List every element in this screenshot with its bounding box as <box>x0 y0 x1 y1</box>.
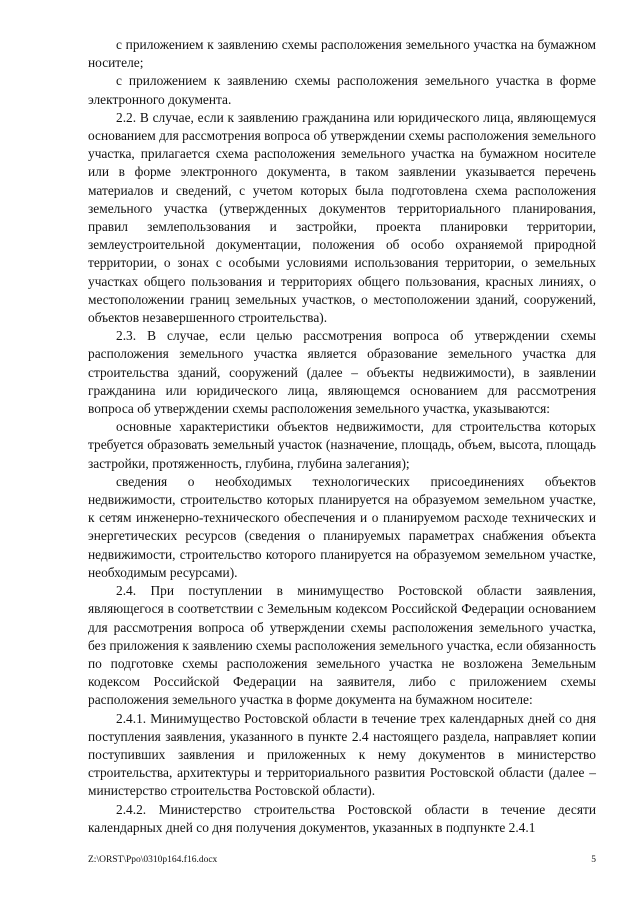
paragraph: 2.2. В случае, если к заявлению гражданина или юридического лица, являющемуся основанием для рассмотрения вопроса об утверждении схемы расположения земельного участка, прилагается схема расположения земельного участка на бумажном носителе или в форме электронного документа, в таком заявлении указывается перечень материалов и сведений, с учетом которых была подготовлена схема расположения земельного участка (утвержденных документов территориального планирования, правил землепользования и застройки, проекта планировки территории, землеустроительной документации, положения об особо охраняемой природной территории, о зонах с особыми условиями использования территории, о земельных участках общего пользования и территориях общего пользования, красных линиях, о местоположении границ земельных участков, о местоположении зданий, сооружений, объектов незавершенного строительства). <box>88 109 596 326</box>
paragraph: с приложением к заявлению схемы расположения земельного участка в форме электронного документа. <box>88 73 596 107</box>
paragraph: основные характеристики объектов недвижимости, для строительства которых требуется образовать земельный участок (назначение, площадь, объем, высота, площадь застройки, протяженность, глубина, глубина залегания); <box>88 419 596 471</box>
paragraph: 2.4.2. Министерство строительства Ростовской области в течение десяти календарных дней со дня получения документов, указанных в подпункте 2.4.1 <box>88 801 596 835</box>
paragraph: сведения о необходимых технологических присоединениях объектов недвижимости, строительство которых планируется на образуемом земельном участке, к сетям инженерно-технического обеспечения и о планируемом расходе технических и энергетических ресурсов (сведения о планируемых параметрах снабжения объекта недвижимости, строительство которого планируется на образуемом земельном участке, необходимым ресурсами). <box>88 473 596 580</box>
document-body <box>88 36 596 837</box>
paragraph: 2.3. В случае, если целью рассмотрения вопроса об утверждении схемы расположения земельного участка является образование земельного участка для строительства зданий, сооружений (далее – объекты недвижимости), в заявлении гражданина или юридического лица, являющемся основанием для рассмотрения вопроса об утверждении схемы расположения земельного участка, указываются: <box>88 328 596 417</box>
page-number: 5 <box>591 855 596 865</box>
file-path: Z:\ORST\Ppo\0310p164.f16.docx <box>88 855 218 865</box>
paragraph: с приложением к заявлению схемы расположения земельного участка на бумажном носителе; <box>88 37 596 71</box>
paragraph: 2.4. При поступлении в минимущество Ростовской области заявления, являющегося в соответствии с Земельным кодексом Российской Федерации основанием для рассмотрения вопроса об утверждении схемы расположения земельного участка, без приложения к заявлению схемы расположения земельного участка, если обязанность по подготовке схемы расположения земельного участка не возложена Земельным кодексом Российской Федерации на заявителя, либо с приложением схемы расположения земельного участка в форме документа на бумажном носителе: <box>88 583 596 708</box>
page-footer <box>88 855 596 865</box>
paragraph: 2.4.1. Минимущество Ростовской области в течение трех календарных дней со дня поступления заявления, указанного в пункте 2.4 настоящего раздела, направляет копии поступивших заявления и приложенных к нему документов в министерство строительства, архитектуры и территориального развития Ростовской области (далее – министерство строительства Ростовской области). <box>88 710 596 799</box>
